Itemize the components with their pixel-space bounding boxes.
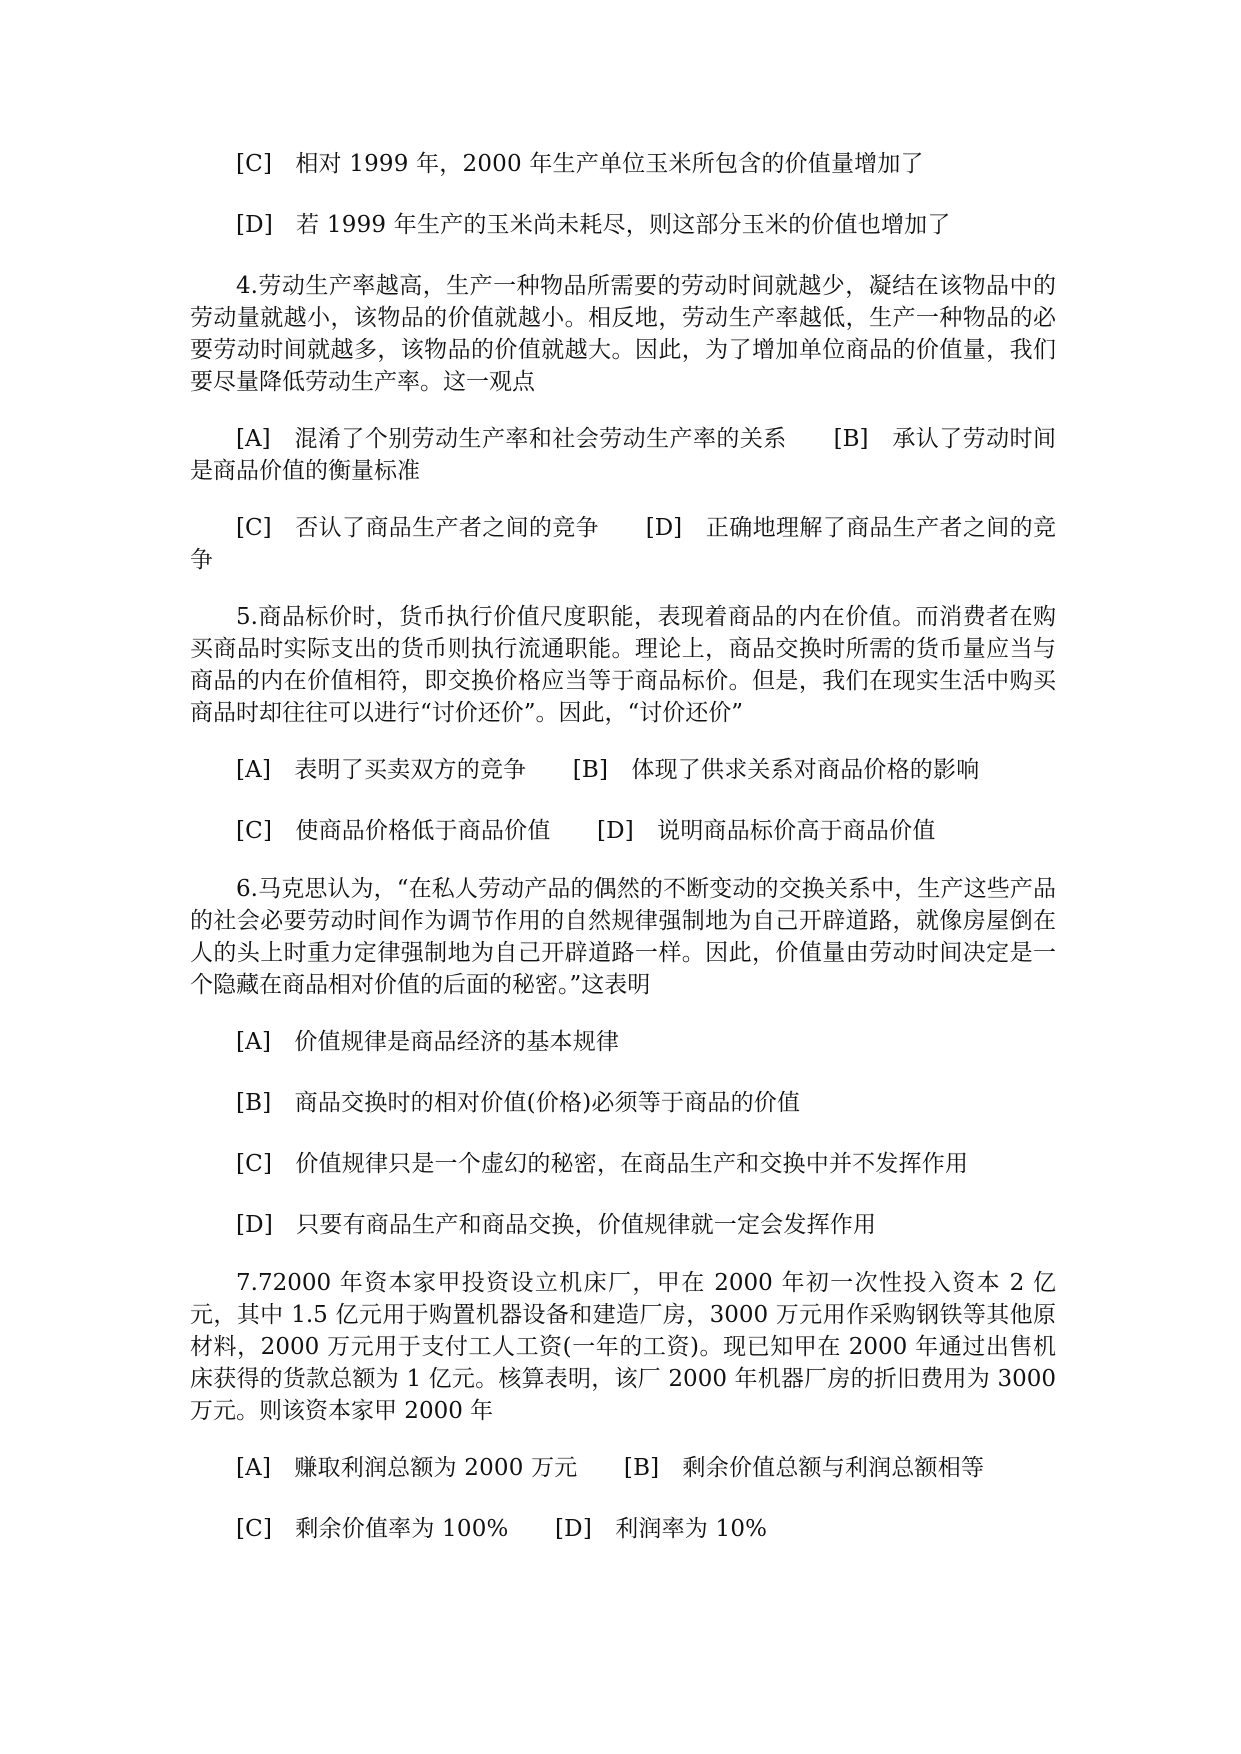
q6-option-b: [B] 商品交换时的相对价值(价格)必须等于商品的价值 — [236, 1090, 801, 1116]
q7-options-cd: [C] 剩余价值率为 100% [D] 利润率为 10% — [236, 1516, 768, 1542]
q6-option-d: [D] 只要有商品生产和商品交换，价值规律就一定会发挥作用 — [236, 1212, 877, 1238]
q4-stem: 4.劳动生产率越高，生产一种物品所需要的劳动时间就越少，凝结在该物品中的劳动量就越小，该物品的价值就越小。相反地，劳动生产率越低，生产一种物品的必要劳动时间就越多，该物品的价值就越大。因此，为了增加单位商品的价值量，我们要尽量降低劳动生产率。这一观点 — [190, 273, 1056, 395]
q3-option-d: [D] 若 1999 年生产的玉米尚未耗尽，则这部分玉米的价值也增加了 — [236, 212, 951, 238]
q5-options-cd: [C] 使商品价格低于商品价值 [D] 说明商品标价高于商品价值 — [236, 818, 936, 844]
q5-options-ab: [A] 表明了买卖双方的竞争 [B] 体现了供求关系对商品价格的影响 — [236, 757, 980, 783]
q3-option-c: [C] 相对 1999 年，2000 年生产单位玉米所包含的价值量增加了 — [236, 151, 924, 177]
q4-options-ab: [A] 混淆了个别劳动生产率和社会劳动生产率的关系 [B] 承认了劳动时间是商品价值的衡量标准 — [190, 426, 1056, 484]
q6-stem: 6.马克思认为，“在私人劳动产品的偶然的不断变动的交换关系中，生产这些产品的社会必要劳动时间作为调节作用的自然规律强制地为自己开辟道路，就像房屋倒在人的头上时重力定律强制地为自己开辟道路一样。因此，价值量由劳动时间决定是一个隐藏在商品相对价值的后面的秘密。”这表明 — [190, 876, 1056, 998]
q6-option-a: [A] 价值规律是商品经济的基本规律 — [236, 1029, 620, 1055]
q4-options-cd: [C] 否认了商品生产者之间的竞争 [D] 正确地理解了商品生产者之间的竞争 — [190, 515, 1056, 573]
document-body — [190, 148, 1056, 1546]
q7-options-ab: [A] 赚取利润总额为 2000 万元 [B] 剩余价值总额与利润总额相等 — [236, 1455, 985, 1481]
q5-stem: 5.商品标价时，货币执行价值尺度职能，表现着商品的内在价值。而消费者在购买商品时实际支出的货币则执行流通职能。理论上，商品交换时所需的货币量应当与商品的内在价值相符，即交换价格应当等于商品标价。但是，我们在现实生活中购买商品时却往往可以进行“讨价还价”。因此，“讨价还价” — [190, 604, 1056, 726]
q6-option-c: [C] 价值规律只是一个虚幻的秘密，在商品生产和交换中并不发挥作用 — [236, 1151, 969, 1177]
q7-stem: 7.72000 年资本家甲投资设立机床厂，甲在 2000 年初一次性投入资本 2 亿元，其中 1.5 亿元用于购置机器设备和建造厂房，3000 万元用作采购钢铁等其他原材料，2000 万元用于支付工人工资(一年的工资)。现已知甲在 2000 年通过出售机床获得的货款总额为 1 亿元。核算表明，该厂 2000 年机器厂房的折旧费用为 3000 万元。则该资本家甲 2000 年 — [190, 1270, 1056, 1424]
